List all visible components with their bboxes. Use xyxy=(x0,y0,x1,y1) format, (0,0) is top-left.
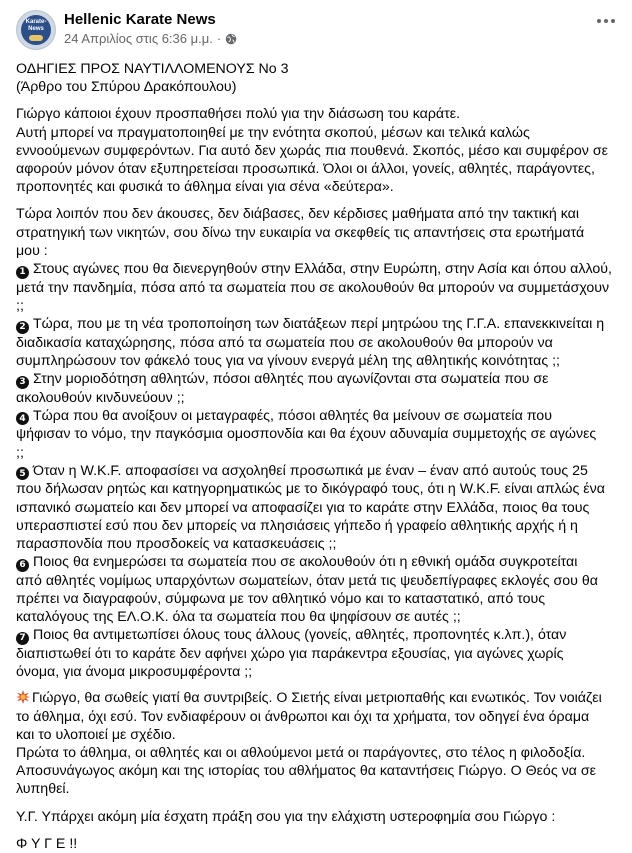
globe-icon[interactable] xyxy=(225,33,237,45)
number-2-icon: 2 xyxy=(16,321,29,334)
avatar-logo xyxy=(21,15,51,45)
question-text: Στην μοριοδότηση αθλητών, πόσοι αθλητές που αγωνίζονται στα σωματεία που σε xyxy=(33,371,549,388)
question-text: Ποιος θα ενημερώσει τα σωματεία που σε ακολουθούν ότι η εθνική ομάδα συγκροτείται xyxy=(33,554,578,571)
question-text: Στους αγώνες που θα διενεργηθούν στην Ελλάδα, στην Ευρώπη, στην Ασία και όπου αλλού, xyxy=(33,261,612,278)
text-line: αφορούν μόνον όταν εξυπηρετείσαι προσωπικά. Όλοι οι άλλοι, γονείς, αθλητές, παράγοντες, xyxy=(16,161,595,178)
text-line: υπερασπιστεί εσύ που δεν μπορείς να πλησιάσεις γήπεδο ή γραφείο αθλητικής αρχής ή η xyxy=(16,517,578,534)
text-line: διαδικασία καταχώρησης, πόσα από τα σωματεία που σε ακολουθούν θα μπορούν να xyxy=(16,334,553,351)
text-line: μου : xyxy=(16,242,48,259)
number-5-icon: 5 xyxy=(16,467,29,480)
text-line: ψήφισαν το νόμο, την παγκόσμια ομοσπονδία και θα έχουν αδυναμία συμμετοχής σε αγώνες xyxy=(16,426,597,443)
text-line: διαπιστωθεί ότι το καράτε δεν αφήνει χώρο για παράκεντρα εξουσίας, για αγώνες χωρίς xyxy=(16,646,564,663)
post-header xyxy=(16,10,618,54)
text-line: καταλόγους της ΕΛ.Ο.Κ. όλα τα σωματεία που θα ψηφίσουν σε αυτές ;; xyxy=(16,609,461,626)
text-line: ακολουθούν κινδυνεύουν ;; xyxy=(16,389,185,406)
avatar-logo-mark xyxy=(29,35,43,41)
number-1-icon: 1 xyxy=(16,266,29,279)
final-line: Φ Υ Γ Ε !! xyxy=(16,835,78,852)
menu-dot xyxy=(604,19,608,23)
post-meta xyxy=(64,10,237,47)
text-line: ;; xyxy=(16,297,24,314)
question-item xyxy=(16,315,618,334)
closing-paragraph xyxy=(16,689,618,798)
questions-section xyxy=(16,205,618,681)
question-item xyxy=(16,407,618,426)
text-line: ισπανικό σωματείο και δεν μπορεί να αποφασίζει για το καράτε στην Ελλάδα, ποιος θα τους xyxy=(16,499,590,516)
text-line: παρασπονδία που προσδοκείς να κατασκευάσεις ;; xyxy=(16,536,337,553)
page-name-link[interactable]: Hellenic Karate News xyxy=(64,11,216,28)
ps-line: Υ.Γ. Υπάρχει ακόμη μία έσχατη πράξη σου για την ελάχιστη υστεροφημία σου Γιώργο : xyxy=(16,808,556,825)
menu-dot xyxy=(597,19,601,23)
text-line: που δήλωσαν ρητώς και κατηγορηματικώς με το δικόγραφό τους, ότι η W.K.F. είναι απλώς ένα xyxy=(16,481,605,498)
ps-paragraph xyxy=(16,808,618,826)
post-body xyxy=(16,60,618,853)
text-line: όνομα, για άνομα μικροσυμφέροντα ;; xyxy=(16,664,253,681)
title-line: ΟΔΗΓΙΕΣ ΠΡΟΣ ΝΑΥΤΙΛΛΟΜΕΝΟΥΣ Νο 3 xyxy=(16,61,289,77)
text-line: Αυτή μπορεί να πραγματοποιηθεί με την ενότητα σκοπού, μέσων και τελικά καλώς xyxy=(16,124,530,141)
text-line: και το υλοποιεί με σχέδιο. xyxy=(16,726,176,743)
text-line: ;; xyxy=(16,444,24,461)
text-line: από αθλητές νομίμως υπαρχόντων σωματείων, όταν μετά τις ψευδεπίγραφες εκλογές σου θα xyxy=(16,572,598,589)
text-line: μετά την πανδημία, πόσα από τα σωματεία που σε ακολουθούν θα μπορούν να συμμετάσχουν xyxy=(16,279,610,296)
text-line: το άθλημα, όχι εσύ. Τον ενδιαφέρουν οι άνθρωποι και όχι τα χρήματα, τον οδηγεί ένα όραμα xyxy=(16,708,590,725)
question-item xyxy=(16,370,618,389)
question-text: Τώρα, που με τη νέα τροποποίηση των διατάξεων περί μητρώου της Γ.Γ.Α. επανεκκινείται η xyxy=(33,316,605,333)
avatar-logo-text: Karate-News xyxy=(25,19,47,32)
text-line: πρέπει να διαγραφούν, σύμφωνα με τον αθλητικό νόμο και το καταστατικό, από τους xyxy=(16,591,546,608)
text-line: συμπληρώσουν τον φάκελό τους για να γίνουν ενεργά μέλη της αθλητικής κοινότητας ;; xyxy=(16,352,560,369)
text-line: Πρώτα το άθλημα, οι αθλητές και οι αθλούμενοι μετά οι παράγοντες, στο τέλος η φιλοδοξία. xyxy=(16,745,586,762)
text-line: προπονητές και φυσικά το άθλημα είναι για σένα «δεύτερα». xyxy=(16,179,394,196)
number-7-icon: 7 xyxy=(16,632,29,645)
closing-first-line xyxy=(16,689,618,707)
menu-dot xyxy=(611,19,615,23)
separator-dot: · xyxy=(216,31,222,46)
number-4-icon: 4 xyxy=(16,412,29,425)
text-line: Γιώργο κάποιοι έχουν προσπαθήσει πολύ για την διάσωση του καράτε. xyxy=(16,106,461,123)
text-line: στρατηγική των νικητών, σου δίνω την ευκαιρία να σκεφθείς τις απαντήσεις στα ερωτήματά xyxy=(16,224,585,241)
number-6-icon: 6 xyxy=(16,559,29,572)
question-item xyxy=(16,260,618,279)
question-text: Τώρα που θα ανοίξουν οι μεταγραφές, πόσοι αθλητές θα μείνουν σε σωματεία που xyxy=(33,407,552,424)
more-options-icon[interactable] xyxy=(594,14,618,28)
question-item xyxy=(16,553,618,572)
post-subline xyxy=(64,30,237,47)
text-line: λυπηθεί. xyxy=(16,781,70,798)
post-title xyxy=(16,60,618,96)
question-item xyxy=(16,626,618,645)
text-line: Τώρα λοιπόν που δεν άκουσες, δεν διάβασες, δεν κέρδισες μαθήματα από την τακτική και xyxy=(16,206,580,223)
text-line: Αποσυνάγωγος ακόμη και της ιστορίας του αθλήματος θα καταντήσεις Γιώργο. Ο Θεός να σε xyxy=(16,763,596,780)
burst-icon xyxy=(16,690,30,704)
text-line: Γιώργο, θα σωθείς γιατί θα συντριβείς. Ο Σιετής είναι μετριοπαθής και ενωτικός. Τον νοιάζει xyxy=(32,690,602,707)
intro-paragraph xyxy=(16,105,618,196)
question-item xyxy=(16,462,618,481)
question-text: Όταν η W.K.F. αποφασίσει να ασχοληθεί προσωπικά με έναν – έναν από αυτούς τους 25 xyxy=(33,462,588,479)
post-timestamp[interactable]: 24 Απριλίος στις 6:36 μ.μ. xyxy=(64,31,213,46)
question-text: Ποιος θα αντιμετωπίσει όλους τους άλλους (γονείς, αθλητές, προπονητές κ.λπ.), όταν xyxy=(33,627,567,644)
number-3-icon: 3 xyxy=(16,376,29,389)
page-avatar[interactable] xyxy=(16,10,56,50)
title-line: (Άρθρο του Σπύρου Δρακόπουλου) xyxy=(16,79,237,96)
text-line: εννοούμενων συμφερόντων. Για αυτό δεν χωράς πια πουθενά. Σκοπός, μέσο και συμφέρον σε xyxy=(16,142,608,159)
final-paragraph xyxy=(16,835,618,853)
